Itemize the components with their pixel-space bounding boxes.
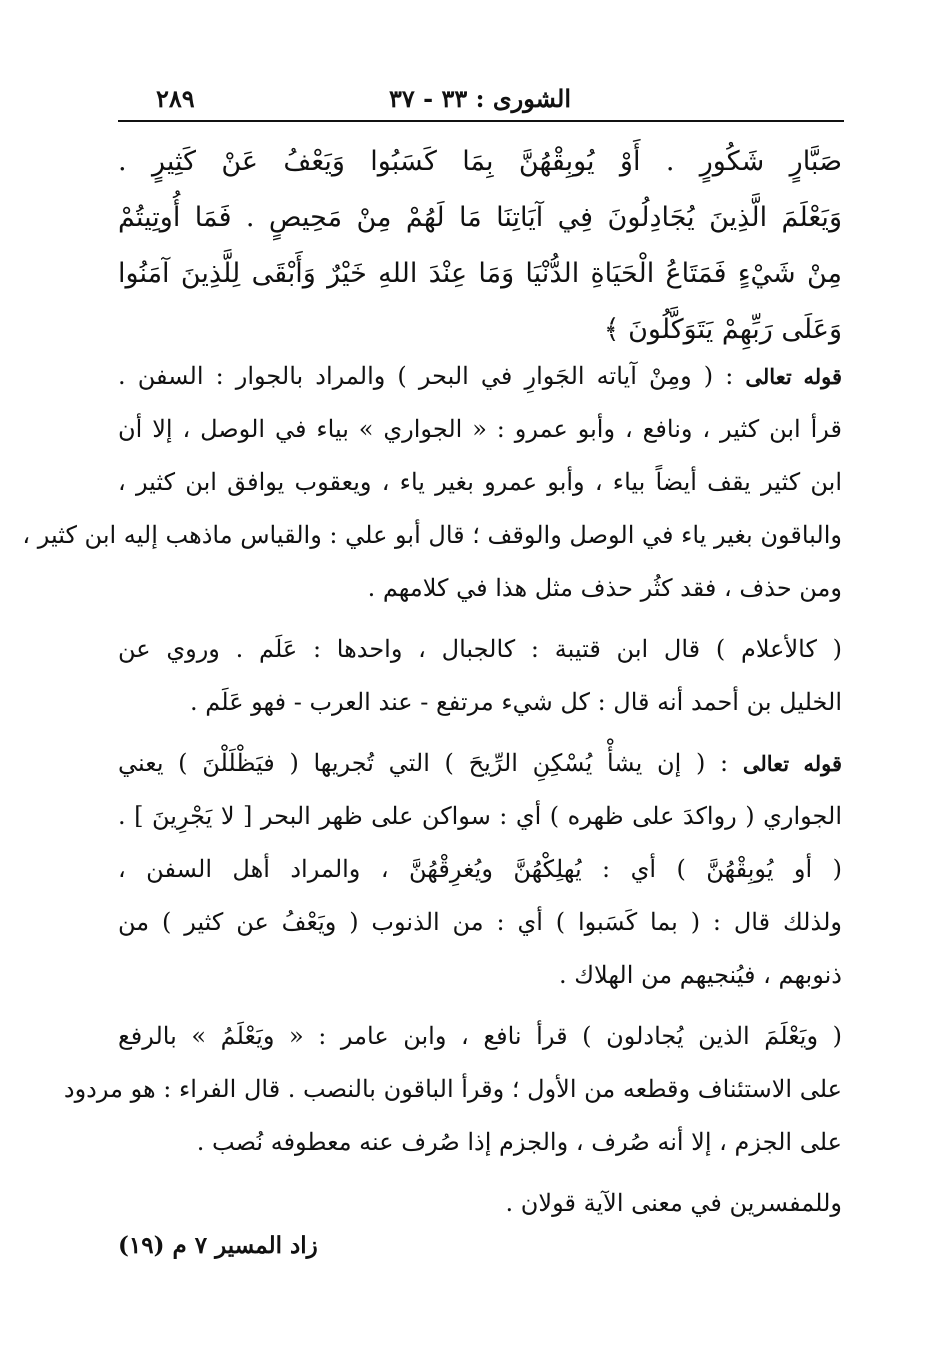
paragraph-line xyxy=(118,350,842,403)
paragraph-line: على الاستئناف وقطعه من الأول ؛ وقرأ الباقون بالنصب . قال الفراء : هو مردود xyxy=(63,1075,842,1103)
verse-line: صَبَّارٍ شَكُورٍ . أَوْ يُوبِقْهُنَّ بِمَا كَسَبُوا وَيَعْفُ عَنْ كَثِيرٍ . xyxy=(118,146,842,177)
commentary-paragraph xyxy=(63,1010,842,1169)
verse-line: وَيَعْلَمَ الَّذِينَ يُجَادِلُونَ فِي آيَاتِنَا مَا لَهُمْ مِنْ مَحِيصٍ . فَمَا أُوتِيتُمْ xyxy=(118,202,842,233)
running-head: الشورى : ٣٣ - ٣٧ xyxy=(389,84,571,113)
commentary-paragraph xyxy=(118,737,842,1002)
paragraph-line xyxy=(118,737,842,790)
paragraph-line: الجواري ( رواكدَ على ظهره ) أي : سواكن على ظهر البحر [ لا يَجْرِينَ ] . xyxy=(118,802,842,830)
quran-verse-block xyxy=(118,134,842,358)
line-text: : ( إن يشأْ يُسْكِنِ الرِّيحَ ) التي تُجريها ( فيَظْلَلْنَ ) يعني xyxy=(118,749,729,777)
commentary-paragraph xyxy=(118,1177,842,1230)
commentary-paragraph xyxy=(22,350,842,615)
paragraph-line: ( كالأعلام ) قال ابن قتيبة : كالجبال ، واحدها : عَلَم . وروي عن xyxy=(118,635,842,663)
commentary-body xyxy=(22,350,842,1230)
page-number: ٢٨٩ xyxy=(156,84,195,113)
paragraph-line: ومن حذف ، فقد كثُر حذف مثل هذا في كلامهم . xyxy=(367,574,842,602)
paragraph-line: ولذلك قال : ( بما كَسَبوا ) أي : من الذنوب ( ويَعْفُ عن كثير ) من xyxy=(118,908,842,936)
paragraph-line: ابن كثير يقف أيضاً بياء ، وأبو عمرو بغير ياء ، ويعقوب يوافق ابن كثير ، xyxy=(118,468,842,496)
verse-line: مِنْ شَيْءٍ فَمَتَاعُ الْحَيَاةِ الدُّنْيَا وَمَا عِنْدَ اللهِ خَيْرٌ وَأَبْقَى لِلَّذِينَ آمَنُوا xyxy=(118,258,842,289)
paragraph-line: ذنوبهم ، فيُنجيهم من الهلاك . xyxy=(559,961,842,989)
paragraph-lead: قوله تعالى xyxy=(745,364,842,389)
paragraph-line: والباقون بغير ياء في الوصل والوقف ؛ قال أبو علي : والقياس ماذهب إليه ابن كثير ، xyxy=(22,521,842,549)
line-text: : ( ومِنْ آياته الجَوارِ في البحر ) والمراد بالجوار : السفن . xyxy=(118,362,734,390)
commentary-paragraph xyxy=(118,623,842,729)
paragraph-line: ( ويَعْلَمَ الذين يُجادلون ) قرأ نافع ، وابن عامر : « ويَعْلَمُ » بالرفع xyxy=(118,1022,842,1050)
paragraph-line: وللمفسرين في معنى الآية قولان . xyxy=(505,1189,842,1217)
header-divider xyxy=(118,120,844,122)
verse-line: وَعَلَى رَبِّهِمْ يَتَوَكَّلُونَ ﴾ xyxy=(603,314,842,345)
paragraph-lead: قوله تعالى xyxy=(742,751,842,776)
signature-mark: زاد المسير ٧ م (١٩) xyxy=(118,1232,318,1259)
paragraph-line: الخليل بن أحمد أنه قال : كل شيء مرتفع - عند العرب - فهو عَلَم . xyxy=(190,688,842,716)
page-header xyxy=(118,82,842,122)
paragraph-line: قرأ ابن كثير ، ونافع ، وأبو عمرو : « الجواري » بياء في الوصل ، إلا أن xyxy=(118,415,842,443)
paragraph-line: ( أو يُوبِقْهُنَّ ) أي : يُهلِكْهُنَّ ويُغرِقْهُنَّ ، والمراد أهل السفن ، xyxy=(118,855,842,883)
paragraph-line: على الجزم ، إلا أنه صُرف ، والجزم إذا صُرف عنه معطوفه نُصب . xyxy=(196,1128,842,1156)
